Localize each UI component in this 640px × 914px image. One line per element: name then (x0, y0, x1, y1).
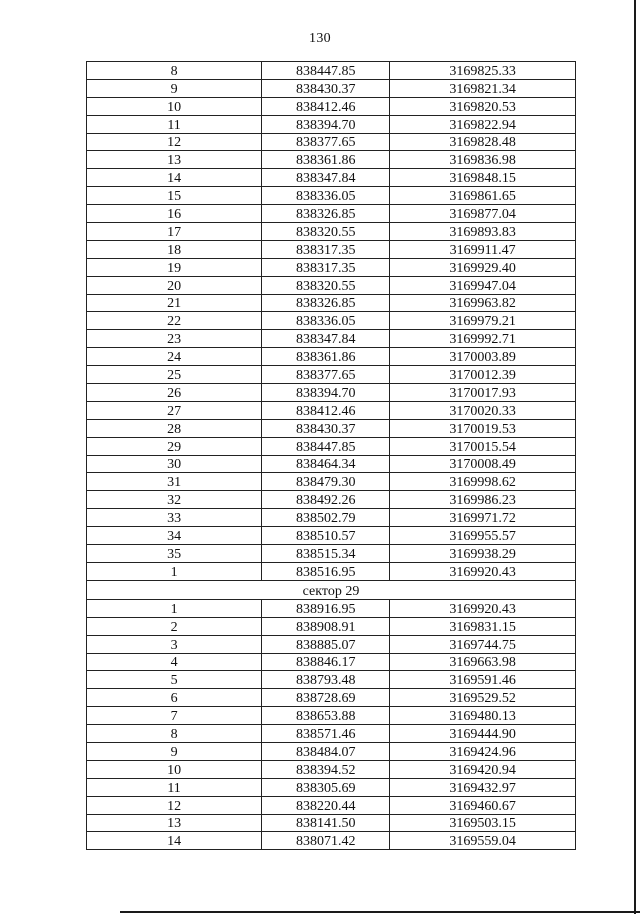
y-coordinate-cell: 3169963.82 (390, 294, 576, 312)
point-number-cell: 12 (87, 133, 262, 151)
point-number-cell: 17 (87, 223, 262, 241)
table-row (87, 97, 576, 115)
x-coordinate-cell: 838326.85 (262, 294, 390, 312)
y-coordinate-cell: 3169920.43 (390, 599, 576, 617)
point-number-cell: 5 (87, 671, 262, 689)
x-coordinate-cell: 838361.86 (262, 348, 390, 366)
x-coordinate-cell: 838317.35 (262, 240, 390, 258)
table-row (87, 778, 576, 796)
y-coordinate-cell: 3169822.94 (390, 115, 576, 133)
x-coordinate-cell: 838484.07 (262, 742, 390, 760)
point-number-cell: 10 (87, 97, 262, 115)
point-number-cell: 13 (87, 151, 262, 169)
table-row (87, 151, 576, 169)
table-row (87, 742, 576, 760)
x-coordinate-cell: 838347.84 (262, 330, 390, 348)
table-row (87, 707, 576, 725)
y-coordinate-cell: 3170003.89 (390, 348, 576, 366)
point-number-cell: 9 (87, 742, 262, 760)
y-coordinate-cell: 3169955.57 (390, 527, 576, 545)
table-row (87, 115, 576, 133)
y-coordinate-cell: 3169861.65 (390, 187, 576, 205)
point-number-cell: 4 (87, 653, 262, 671)
table-row (87, 348, 576, 366)
table-row (87, 79, 576, 97)
table-row (87, 760, 576, 778)
table-row (87, 133, 576, 151)
point-number-cell: 31 (87, 473, 262, 491)
y-coordinate-cell: 3169971.72 (390, 509, 576, 527)
y-coordinate-cell: 3169744.75 (390, 635, 576, 653)
point-number-cell: 14 (87, 832, 262, 850)
table-row (87, 635, 576, 653)
y-coordinate-cell: 3169893.83 (390, 223, 576, 241)
point-number-cell: 34 (87, 527, 262, 545)
table-row (87, 240, 576, 258)
y-coordinate-cell: 3169460.67 (390, 796, 576, 814)
table-row (87, 455, 576, 473)
y-coordinate-cell: 3169559.04 (390, 832, 576, 850)
table-row (87, 509, 576, 527)
table-row (87, 205, 576, 223)
point-number-cell: 30 (87, 455, 262, 473)
x-coordinate-cell: 838394.70 (262, 115, 390, 133)
y-coordinate-cell: 3169820.53 (390, 97, 576, 115)
table-row (87, 330, 576, 348)
x-coordinate-cell: 838516.95 (262, 562, 390, 580)
y-coordinate-cell: 3169986.23 (390, 491, 576, 509)
table-row (87, 653, 576, 671)
x-coordinate-cell: 838305.69 (262, 778, 390, 796)
point-number-cell: 1 (87, 562, 262, 580)
x-coordinate-cell: 838317.35 (262, 258, 390, 276)
y-coordinate-cell: 3169979.21 (390, 312, 576, 330)
y-coordinate-cell: 3169821.34 (390, 79, 576, 97)
x-coordinate-cell: 838885.07 (262, 635, 390, 653)
point-number-cell: 15 (87, 187, 262, 205)
point-number-cell: 29 (87, 437, 262, 455)
x-coordinate-cell: 838479.30 (262, 473, 390, 491)
point-number-cell: 1 (87, 599, 262, 617)
x-coordinate-cell: 838447.85 (262, 437, 390, 455)
y-coordinate-cell: 3169848.15 (390, 169, 576, 187)
table-row (87, 814, 576, 832)
point-number-cell: 35 (87, 545, 262, 563)
y-coordinate-cell: 3169529.52 (390, 689, 576, 707)
table-row (87, 62, 576, 80)
table-row (87, 689, 576, 707)
point-number-cell: 2 (87, 617, 262, 635)
point-number-cell: 6 (87, 689, 262, 707)
x-coordinate-cell: 838846.17 (262, 653, 390, 671)
x-coordinate-cell: 838336.05 (262, 312, 390, 330)
table-row (87, 545, 576, 563)
point-number-cell: 10 (87, 760, 262, 778)
y-coordinate-cell: 3169828.48 (390, 133, 576, 151)
page-number: 130 (309, 31, 331, 46)
point-number-cell: 21 (87, 294, 262, 312)
table-row (87, 473, 576, 491)
y-coordinate-cell: 3170015.54 (390, 437, 576, 455)
y-coordinate-cell: 3170017.93 (390, 384, 576, 402)
point-number-cell: 33 (87, 509, 262, 527)
table-row (87, 258, 576, 276)
table-row (87, 725, 576, 743)
table-row (87, 617, 576, 635)
point-number-cell: 26 (87, 384, 262, 402)
point-number-cell: 11 (87, 115, 262, 133)
x-coordinate-cell: 838793.48 (262, 671, 390, 689)
y-coordinate-cell: 3170019.53 (390, 419, 576, 437)
x-coordinate-cell: 838394.52 (262, 760, 390, 778)
point-number-cell: 28 (87, 419, 262, 437)
y-coordinate-cell: 3169424.96 (390, 742, 576, 760)
point-number-cell: 14 (87, 169, 262, 187)
table-row (87, 366, 576, 384)
y-coordinate-cell: 3169947.04 (390, 276, 576, 294)
point-number-cell: 12 (87, 796, 262, 814)
table-row (87, 562, 576, 580)
x-coordinate-cell: 838220.44 (262, 796, 390, 814)
x-coordinate-cell: 838464.34 (262, 455, 390, 473)
x-coordinate-cell: 838728.69 (262, 689, 390, 707)
y-coordinate-cell: 3169420.94 (390, 760, 576, 778)
coordinates-table (86, 61, 576, 850)
x-coordinate-cell: 838515.34 (262, 545, 390, 563)
y-coordinate-cell: 3169663.98 (390, 653, 576, 671)
table-row (87, 294, 576, 312)
table-row (87, 491, 576, 509)
y-coordinate-cell: 3169998.62 (390, 473, 576, 491)
point-number-cell: 13 (87, 814, 262, 832)
table-row (87, 796, 576, 814)
x-coordinate-cell: 838430.37 (262, 79, 390, 97)
sector-label: сектор 29 (87, 580, 576, 599)
table-row (87, 437, 576, 455)
point-number-cell: 25 (87, 366, 262, 384)
table-row (87, 599, 576, 617)
table-row (87, 223, 576, 241)
x-coordinate-cell: 838326.85 (262, 205, 390, 223)
x-coordinate-cell: 838141.50 (262, 814, 390, 832)
y-coordinate-cell: 3169432.97 (390, 778, 576, 796)
y-coordinate-cell: 3170012.39 (390, 366, 576, 384)
table-row (87, 832, 576, 850)
y-coordinate-cell: 3169929.40 (390, 258, 576, 276)
sector-header-row (87, 580, 576, 599)
point-number-cell: 24 (87, 348, 262, 366)
x-coordinate-cell: 838502.79 (262, 509, 390, 527)
y-coordinate-cell: 3170008.49 (390, 455, 576, 473)
x-coordinate-cell: 838347.84 (262, 169, 390, 187)
y-coordinate-cell: 3169444.90 (390, 725, 576, 743)
table-row (87, 312, 576, 330)
table-row (87, 671, 576, 689)
x-coordinate-cell: 838412.46 (262, 97, 390, 115)
x-coordinate-cell: 838320.55 (262, 276, 390, 294)
table-row (87, 276, 576, 294)
x-coordinate-cell: 838653.88 (262, 707, 390, 725)
table-row (87, 384, 576, 402)
point-number-cell: 16 (87, 205, 262, 223)
y-coordinate-cell: 3169877.04 (390, 205, 576, 223)
x-coordinate-cell: 838510.57 (262, 527, 390, 545)
y-coordinate-cell: 3169480.13 (390, 707, 576, 725)
x-coordinate-cell: 838377.65 (262, 133, 390, 151)
x-coordinate-cell: 838394.70 (262, 384, 390, 402)
x-coordinate-cell: 838071.42 (262, 832, 390, 850)
page-edge-bottom (120, 911, 640, 913)
x-coordinate-cell: 838377.65 (262, 366, 390, 384)
x-coordinate-cell: 838571.46 (262, 725, 390, 743)
table-row (87, 527, 576, 545)
point-number-cell: 27 (87, 401, 262, 419)
x-coordinate-cell: 838916.95 (262, 599, 390, 617)
y-coordinate-cell: 3170020.33 (390, 401, 576, 419)
y-coordinate-cell: 3169938.29 (390, 545, 576, 563)
y-coordinate-cell: 3169825.33 (390, 62, 576, 80)
y-coordinate-cell: 3169831.15 (390, 617, 576, 635)
table-row (87, 187, 576, 205)
x-coordinate-cell: 838412.46 (262, 401, 390, 419)
x-coordinate-cell: 838492.26 (262, 491, 390, 509)
coordinates-table-body (87, 62, 576, 850)
point-number-cell: 23 (87, 330, 262, 348)
point-number-cell: 8 (87, 62, 262, 80)
y-coordinate-cell: 3169911.47 (390, 240, 576, 258)
point-number-cell: 32 (87, 491, 262, 509)
page-edge-right (634, 0, 636, 914)
x-coordinate-cell: 838361.86 (262, 151, 390, 169)
point-number-cell: 19 (87, 258, 262, 276)
point-number-cell: 7 (87, 707, 262, 725)
table-row (87, 401, 576, 419)
x-coordinate-cell: 838447.85 (262, 62, 390, 80)
y-coordinate-cell: 3169591.46 (390, 671, 576, 689)
x-coordinate-cell: 838320.55 (262, 223, 390, 241)
point-number-cell: 11 (87, 778, 262, 796)
table-row (87, 419, 576, 437)
point-number-cell: 9 (87, 79, 262, 97)
x-coordinate-cell: 838336.05 (262, 187, 390, 205)
table-row (87, 169, 576, 187)
x-coordinate-cell: 838430.37 (262, 419, 390, 437)
y-coordinate-cell: 3169920.43 (390, 562, 576, 580)
point-number-cell: 8 (87, 725, 262, 743)
point-number-cell: 22 (87, 312, 262, 330)
point-number-cell: 3 (87, 635, 262, 653)
point-number-cell: 20 (87, 276, 262, 294)
y-coordinate-cell: 3169503.15 (390, 814, 576, 832)
y-coordinate-cell: 3169992.71 (390, 330, 576, 348)
x-coordinate-cell: 838908.91 (262, 617, 390, 635)
y-coordinate-cell: 3169836.98 (390, 151, 576, 169)
point-number-cell: 18 (87, 240, 262, 258)
